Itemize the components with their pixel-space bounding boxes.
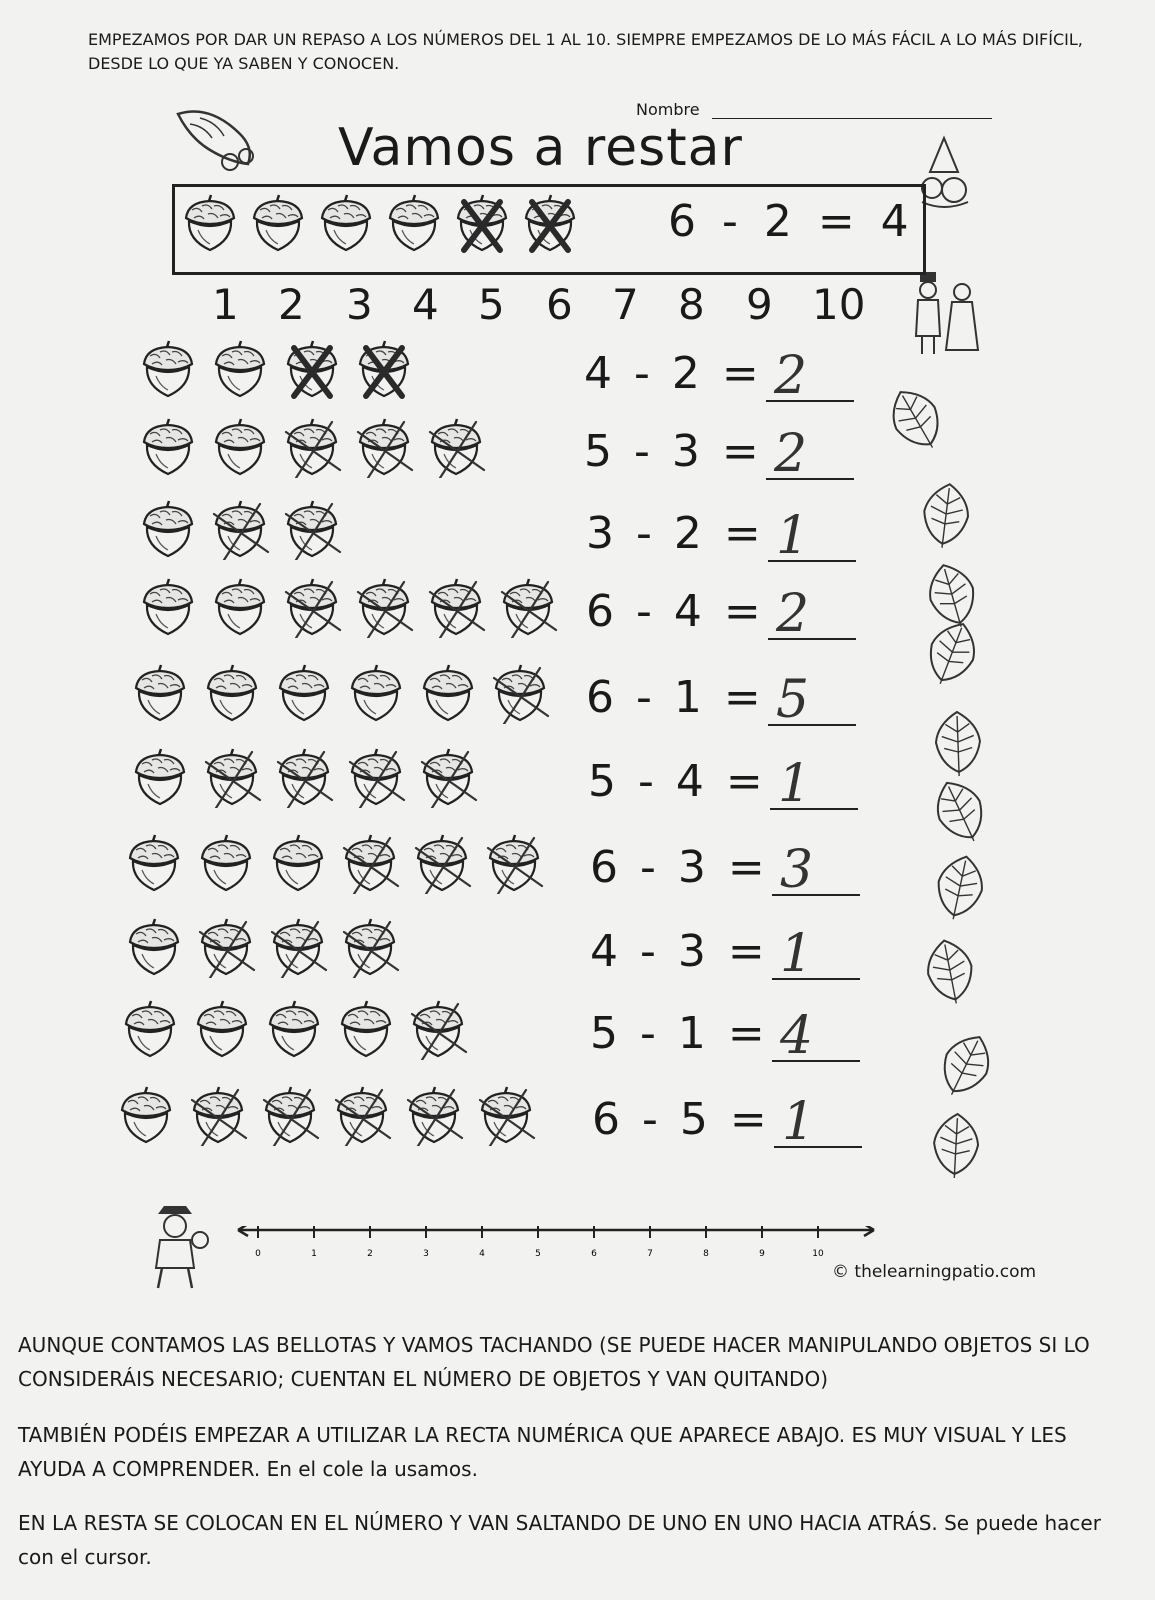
pilgrims-icon <box>910 266 986 358</box>
answer-field[interactable] <box>768 500 856 566</box>
number-label: 2 <box>278 280 305 329</box>
acorn-crossed-icon <box>426 578 486 642</box>
answer-field[interactable] <box>772 834 860 900</box>
paragraph-1: AUNQUE CONTAMOS LAS BELLOTAS Y VAMOS TACHANDO (SE PUEDE HACER MANIPULANDO OBJETOS SI LO CONSIDERÁIS NECESARIO; CUENTAN EL NÚMERO DE OBJETOS Y VAN QUITANDO) <box>18 1333 1090 1391</box>
acorn-crossed-icon <box>520 194 580 258</box>
acorn-icon <box>418 664 478 728</box>
scarecrow-icon <box>142 1204 212 1292</box>
leaf-icon <box>926 708 990 778</box>
acorn-crossed-icon <box>498 578 558 642</box>
acorn-crossed-icon <box>426 418 486 482</box>
number-label: 3 <box>346 280 373 329</box>
number-label: 5 <box>478 280 505 329</box>
leaf-icon <box>924 1110 988 1180</box>
leaf-icon <box>928 776 992 846</box>
number-label: 10 <box>812 280 866 329</box>
number-line-label: 8 <box>703 1249 709 1259</box>
worksheet-title: Vamos a restar <box>338 118 743 178</box>
acorn-icon <box>336 1000 396 1064</box>
cornucopia-icon <box>170 104 262 176</box>
acorn-crossed-icon <box>484 834 544 898</box>
nombre-label: Nombre <box>636 100 700 119</box>
leaf-icon <box>934 1030 998 1100</box>
example-equation: 6 - 2 = 4 <box>668 196 915 247</box>
acorn-icon <box>116 1086 176 1150</box>
acorn-crossed-icon <box>340 834 400 898</box>
acorn-icon <box>124 918 184 982</box>
number-label: 4 <box>412 280 439 329</box>
leaf-icon <box>920 618 984 688</box>
acorn-icon <box>138 578 198 642</box>
acorn-crossed-icon <box>282 418 342 482</box>
handwritten-answer: 4 <box>780 1006 814 1066</box>
handwritten-answer: 1 <box>776 506 810 566</box>
number-line-label: 0 <box>255 1249 261 1259</box>
exercise-equation: 6 - 1 = <box>586 672 765 723</box>
acorn-icon <box>196 834 256 898</box>
number-line-label: 7 <box>647 1249 653 1259</box>
leaf-icon <box>928 852 992 922</box>
answer-field[interactable] <box>766 340 854 406</box>
handwritten-answer: 2 <box>774 346 808 406</box>
number-label: 1 <box>212 280 239 329</box>
acorn-icon <box>210 578 270 642</box>
number-line <box>236 1226 876 1266</box>
number-label: 7 <box>612 280 639 329</box>
acorn-icon <box>316 194 376 258</box>
acorn-crossed-icon <box>354 340 414 404</box>
acorn-crossed-icon <box>274 748 334 812</box>
acorn-icon <box>138 340 198 404</box>
acorn-crossed-icon <box>268 918 328 982</box>
handwritten-answer: 1 <box>780 924 814 984</box>
leaf-icon <box>914 480 978 550</box>
acorn-crossed-icon <box>476 1086 536 1150</box>
number-label: 6 <box>546 280 573 329</box>
acorn-crossed-icon <box>346 748 406 812</box>
acorn-crossed-icon <box>210 500 270 564</box>
acorn-crossed-icon <box>196 918 256 982</box>
acorn-crossed-icon <box>354 578 414 642</box>
exercise-equation: 6 - 3 = <box>590 842 769 893</box>
acorn-icon <box>210 340 270 404</box>
acorn-icon <box>120 1000 180 1064</box>
acorn-icon <box>130 748 190 812</box>
acorn-icon <box>192 1000 252 1064</box>
acorn-crossed-icon <box>282 500 342 564</box>
credit-text: © thelearningpatio.com <box>832 1262 1037 1282</box>
nombre-line <box>712 118 992 119</box>
answer-field[interactable] <box>766 418 854 484</box>
number-line-label: 10 <box>812 1249 824 1259</box>
acorn-icon <box>138 500 198 564</box>
number-label: 8 <box>678 280 705 329</box>
leaf-icon <box>918 936 982 1006</box>
handwritten-answer: 5 <box>776 670 810 730</box>
acorn-crossed-icon <box>408 1000 468 1064</box>
acorn-icon <box>264 1000 324 1064</box>
answer-field[interactable] <box>774 1086 862 1152</box>
intro-text: EMPEZAMOS POR DAR UN REPASO A LOS NÚMEROS DEL 1 AL 10. SIEMPRE EMPEZAMOS DE LO MÁS FÁCIL A LO MÁS DIFÍCIL, DESDE LO QUE YA SABEN Y CONOCEN. <box>88 30 1083 73</box>
number-line-label: 3 <box>423 1249 429 1259</box>
acorn-icon <box>180 194 240 258</box>
acorn-crossed-icon <box>404 1086 464 1150</box>
acorn-crossed-icon <box>354 418 414 482</box>
exercise-equation: 5 - 4 = <box>588 756 767 807</box>
exercise-equation: 4 - 2 = <box>584 348 763 399</box>
acorn-icon <box>248 194 308 258</box>
leaf-icon <box>884 384 948 454</box>
exercise-equation: 6 - 5 = <box>592 1094 771 1145</box>
acorn-crossed-icon <box>188 1086 248 1150</box>
handwritten-answer: 1 <box>782 1092 816 1152</box>
answer-field[interactable] <box>770 748 858 814</box>
handwritten-answer: 3 <box>780 840 814 900</box>
acorn-icon <box>268 834 328 898</box>
acorn-icon <box>274 664 334 728</box>
answer-field[interactable] <box>768 664 856 730</box>
paragraph-2: TAMBIÉN PODÉIS EMPEZAR A UTILIZAR LA RECTA NUMÉRICA QUE APARECE ABAJO. ES MUY VISUAL Y LES AYUDA A COMPRENDER. En el cole la usamos. <box>18 1423 1067 1481</box>
handwritten-answer: 2 <box>776 584 810 644</box>
answer-field[interactable] <box>772 918 860 984</box>
acorn-crossed-icon <box>412 834 472 898</box>
acorn-icon <box>130 664 190 728</box>
acorn-icon <box>210 418 270 482</box>
acorn-crossed-icon <box>418 748 478 812</box>
exercise-equation: 3 - 2 = <box>586 508 765 559</box>
number-line-label: 2 <box>367 1249 373 1259</box>
acorn-icon <box>124 834 184 898</box>
answer-field[interactable] <box>772 1000 860 1066</box>
number-line-label: 4 <box>479 1249 485 1259</box>
number-line-label: 6 <box>591 1249 597 1259</box>
acorn-icon <box>346 664 406 728</box>
acorn-crossed-icon <box>340 918 400 982</box>
acorn-crossed-icon <box>282 340 342 404</box>
answer-field[interactable] <box>768 578 856 644</box>
acorn-crossed-icon <box>452 194 512 258</box>
acorn-crossed-icon <box>282 578 342 642</box>
exercise-equation: 4 - 3 = <box>590 926 769 977</box>
paragraph-3: EN LA RESTA SE COLOCAN EN EL NÚMERO Y VAN SALTANDO DE UNO EN UNO HACIA ATRÁS. Se puede hacer con el cursor. <box>18 1511 1101 1569</box>
handwritten-answer: 1 <box>778 754 812 814</box>
number-line-label: 9 <box>759 1249 765 1259</box>
acorn-crossed-icon <box>260 1086 320 1150</box>
acorn-icon <box>202 664 262 728</box>
acorn-crossed-icon <box>202 748 262 812</box>
acorn-crossed-icon <box>490 664 550 728</box>
number-line-label: 5 <box>535 1249 541 1259</box>
number-label: 9 <box>746 280 773 329</box>
acorn-icon <box>384 194 444 258</box>
handwritten-answer: 2 <box>774 424 808 484</box>
exercise-equation: 5 - 3 = <box>584 426 763 477</box>
acorn-crossed-icon <box>332 1086 392 1150</box>
exercise-equation: 5 - 1 = <box>590 1008 769 1059</box>
number-line-label: 1 <box>311 1249 317 1259</box>
exercise-equation: 6 - 4 = <box>586 586 765 637</box>
acorn-icon <box>138 418 198 482</box>
